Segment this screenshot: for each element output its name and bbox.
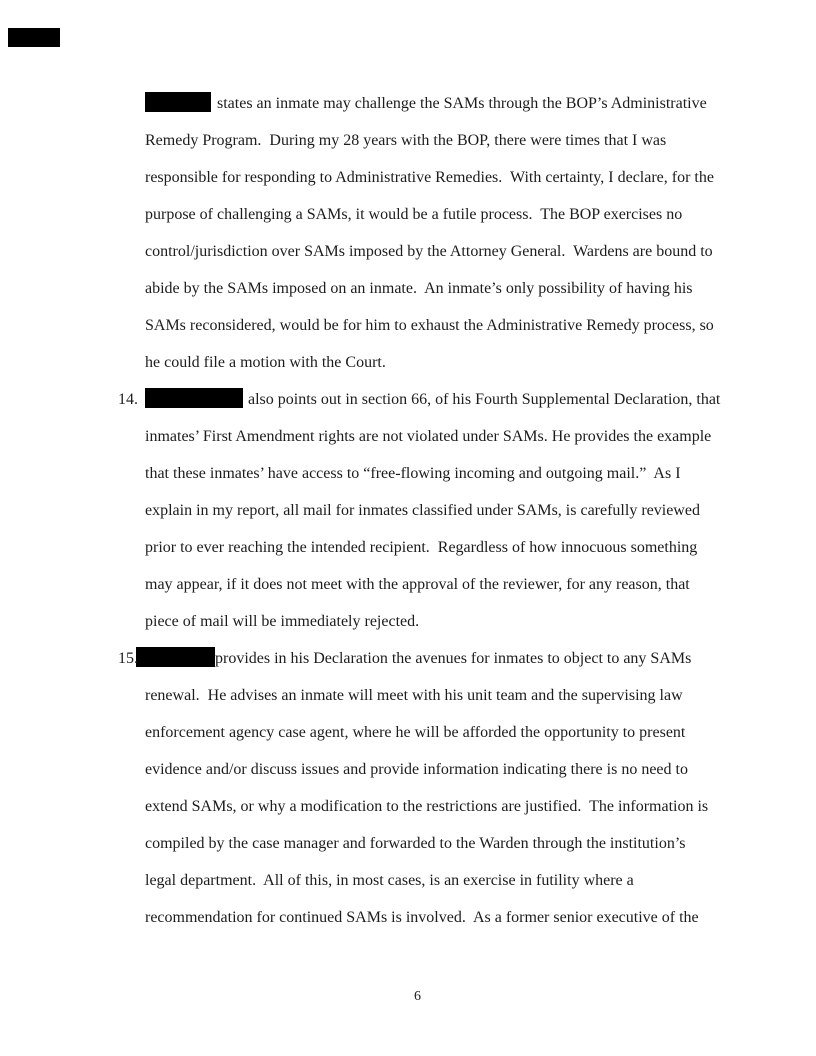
paragraph-line [145,825,745,862]
paragraph-13-continuation [145,85,745,381]
line-text: piece of mail will be immediately rejected. [145,613,420,630]
paragraph-number: 15. [118,650,138,667]
paragraph-line [118,381,745,418]
line-text: explain in my report, all mail for inmates classified under SAMs, is carefully reviewed [145,502,700,519]
line-text: abide by the SAMs imposed on an inmate. An inmate’s only possibility of having his [145,280,693,297]
paragraph-line [145,418,745,455]
paragraph-line [145,603,745,640]
line-text: recommendation for continued SAMs is involved. As a former senior executive of the [145,909,699,926]
line-text: extend SAMs, or why a modification to the restrictions are justified. The information is [145,798,709,815]
paragraph-line [145,233,745,270]
paragraph-line [145,196,745,233]
redaction-bar [136,647,215,667]
line-text: he could file a motion with the Court. [145,354,386,371]
redaction-mark [8,28,60,47]
declaration-body [118,85,745,936]
paragraph-line [145,85,745,122]
paragraph-line [145,455,745,492]
redaction-bar [145,92,211,112]
line-text: SAMs reconsidered, would be for him to exhaust the Administrative Remedy process, so [145,317,714,334]
paragraph-line [145,344,745,381]
line-text: may appear, if it does not meet with the approval of the reviewer, for any reason, that [145,576,690,593]
paragraph-line [145,862,745,899]
paragraph-line [145,529,745,566]
paragraph-line [145,159,745,196]
paragraph-number: 14. [118,391,138,408]
line-text: provides in his Declaration the avenues for inmates to object to any SAMs [215,650,692,667]
paragraph-line [145,751,745,788]
line-text: enforcement agency case agent, where he will be afforded the opportunity to present [145,724,686,741]
paragraph-line [145,307,745,344]
line-text: that these inmates’ have access to “free-flowing incoming and outgoing mail.” As I [145,465,681,482]
line-text: also points out in section 66, of his Fourth Supplemental Declaration, that [248,391,721,408]
paragraph-line [118,640,745,677]
paragraph-line [145,492,745,529]
line-text: inmates’ First Amendment rights are not violated under SAMs. He provides the example [145,428,712,445]
paragraph-line [145,714,745,751]
paragraph-line [145,566,745,603]
line-text: responsible for responding to Administrative Remedies. With certainty, I declare, for the [145,169,714,186]
line-text: prior to ever reaching the intended recipient. Regardless of how innocuous something [145,539,698,556]
paragraph-15 [118,640,745,936]
paragraph-line [145,899,745,936]
line-text: purpose of challenging a SAMs, it would be a futile process. The BOP exercises no [145,206,683,223]
line-text: states an inmate may challenge the SAMs through the BOP’s Administrative [217,95,707,112]
line-text: control/jurisdiction over SAMs imposed by the Attorney General. Wardens are bound to [145,243,713,260]
paragraph-14 [118,381,745,640]
line-text: Remedy Program. During my 28 years with the BOP, there were times that I was [145,132,667,149]
line-text: compiled by the case manager and forwarded to the Warden through the institution’s [145,835,686,852]
line-text: renewal. He advises an inmate will meet with his unit team and the supervising law [145,687,683,704]
page-number: 6 [414,989,421,1004]
paragraph-line [145,788,745,825]
paragraph-line [145,270,745,307]
paragraph-line [145,677,745,714]
line-text: evidence and/or discuss issues and provide information indicating there is no need to [145,761,688,778]
line-text: legal department. All of this, in most cases, is an exercise in futility where a [145,872,634,889]
paragraph-line [145,122,745,159]
redaction-bar [145,388,243,408]
